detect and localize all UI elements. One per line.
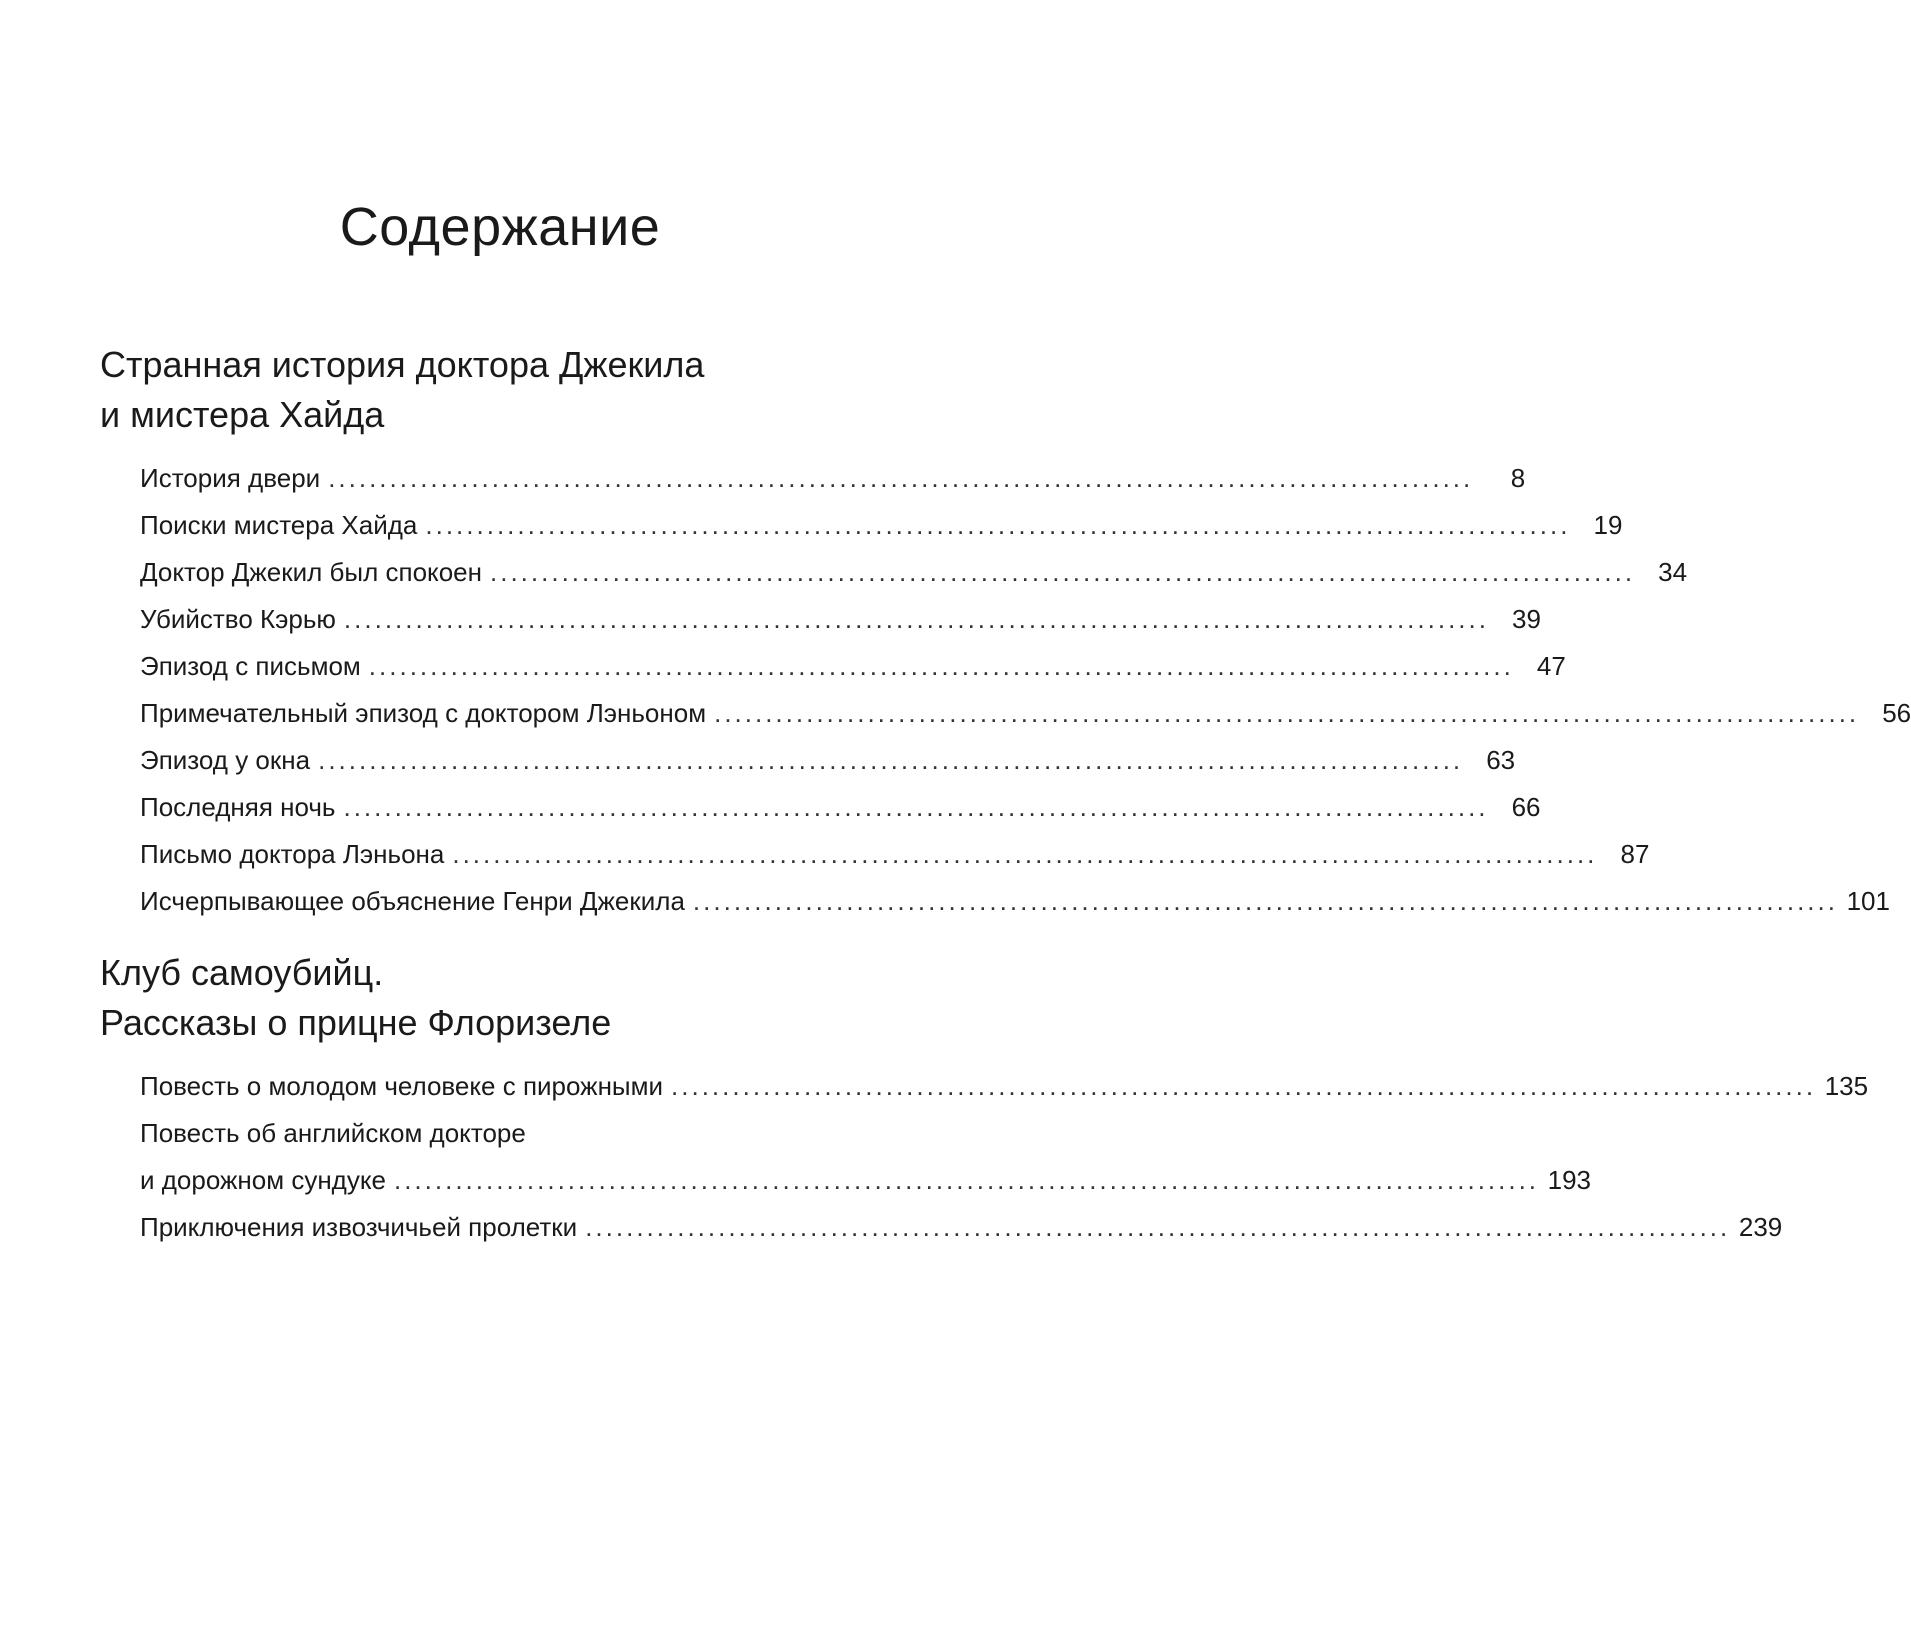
leader-dots: ................................................................................................................ bbox=[393, 1165, 1540, 1195]
toc-entry-page: 39 bbox=[1512, 604, 1541, 634]
toc-entry-page: 34 bbox=[1658, 557, 1688, 587]
toc-entry-title: Повесть об английском докторе bbox=[140, 1118, 526, 1148]
toc-entry[interactable] bbox=[140, 634, 1566, 681]
toc-entry-page: 56 bbox=[1882, 698, 1911, 728]
section-title bbox=[100, 340, 820, 440]
toc-entry-title-line[interactable] bbox=[140, 1101, 815, 1148]
toc-entry-page: 19 bbox=[1593, 510, 1623, 540]
toc-entry[interactable] bbox=[140, 1148, 1592, 1195]
leader-dots: ................................................................................................................ bbox=[368, 651, 1514, 681]
toc-entry-title: Повесть о молодом человеке с пирожными bbox=[140, 1071, 664, 1101]
toc-entry-page: 8 bbox=[1510, 463, 1526, 493]
toc-entry-page: 135 bbox=[1824, 1071, 1869, 1101]
leader-dots: ................................................................................................................ bbox=[318, 745, 1464, 775]
toc-entry-title: Доктор Джекил был спокоен bbox=[140, 557, 482, 587]
leader-dots: ................................................................................................................ bbox=[490, 557, 1636, 587]
toc-entries bbox=[140, 446, 1911, 916]
toc-entry-title: Убийство Кэрью bbox=[140, 604, 336, 634]
toc-entry[interactable] bbox=[140, 869, 1890, 916]
toc-entry-page: 101 bbox=[1846, 886, 1890, 916]
toc-entry-page: 239 bbox=[1738, 1212, 1783, 1242]
toc-entry[interactable] bbox=[140, 681, 1911, 728]
toc-entry-title: Примечательный эпизод с доктором Лэньоном bbox=[140, 698, 707, 728]
section-title-line: Рассказы о прицне Флоризеле bbox=[100, 1002, 612, 1043]
toc-entry-page: 193 bbox=[1547, 1165, 1592, 1195]
leader-dots: ................................................................................................................ bbox=[425, 510, 1571, 540]
toc-entry-page: 63 bbox=[1486, 745, 1516, 775]
toc-entry[interactable] bbox=[140, 587, 1541, 634]
toc-entry[interactable] bbox=[140, 822, 1650, 869]
page-title: Содержание bbox=[339, 197, 661, 257]
toc-section-jekyll-hyde bbox=[100, 340, 1911, 916]
toc-entry-page: 47 bbox=[1536, 651, 1566, 681]
toc-entries bbox=[140, 1054, 1869, 1242]
leader-dots: ................................................................................................................ bbox=[452, 839, 1598, 869]
toc-entry-title: Последняя ночь bbox=[140, 792, 336, 822]
toc-entry-title: Поиски мистера Хайда bbox=[140, 510, 418, 540]
toc-entry-title: История двери bbox=[140, 463, 321, 493]
toc-entry-title: Приключения извозчичьей пролетки bbox=[140, 1212, 578, 1242]
leader-dots: ................................................................................................................ bbox=[343, 604, 1489, 634]
leader-dots: ................................................................................................................ bbox=[714, 698, 1860, 728]
toc-entry[interactable] bbox=[140, 775, 1541, 822]
leader-dots: ................................................................................................................ bbox=[585, 1212, 1731, 1242]
toc-entry[interactable] bbox=[140, 1195, 1783, 1242]
leader-dots: ................................................................................................................ bbox=[671, 1071, 1817, 1101]
section-title-line: Странная история доктора Джекила bbox=[100, 344, 705, 385]
section-title-line: и мистера Хайда bbox=[100, 394, 385, 435]
section-title bbox=[100, 948, 820, 1048]
toc-entry-title: Письмо доктора Лэньона bbox=[140, 839, 445, 869]
leader-dots: ................................................................................................................ bbox=[692, 886, 1838, 916]
toc-entry[interactable] bbox=[140, 1054, 1869, 1101]
toc-entry-title: Исчерпывающее объяснение Генри Джекила bbox=[140, 886, 685, 916]
leader-dots: ................................................................................................................ bbox=[328, 463, 1474, 493]
leader-dots: ................................................................................................................ bbox=[343, 792, 1489, 822]
toc-entry-title: Эпизод с письмом bbox=[140, 651, 361, 681]
toc-entry-title: Эпизод у окна bbox=[140, 745, 311, 775]
toc-entry-title: и дорожном сундуке bbox=[140, 1165, 386, 1195]
section-title-line: Клуб самоубийц. bbox=[100, 952, 384, 993]
toc-section-suicide-club bbox=[100, 948, 1869, 1242]
toc-entry[interactable] bbox=[140, 493, 1623, 540]
toc-entry-page: 87 bbox=[1620, 839, 1650, 869]
toc-entry[interactable] bbox=[140, 540, 1688, 587]
toc-entry[interactable] bbox=[140, 446, 1526, 493]
toc-entry-page: 66 bbox=[1511, 792, 1541, 822]
toc-entry[interactable] bbox=[140, 728, 1516, 775]
